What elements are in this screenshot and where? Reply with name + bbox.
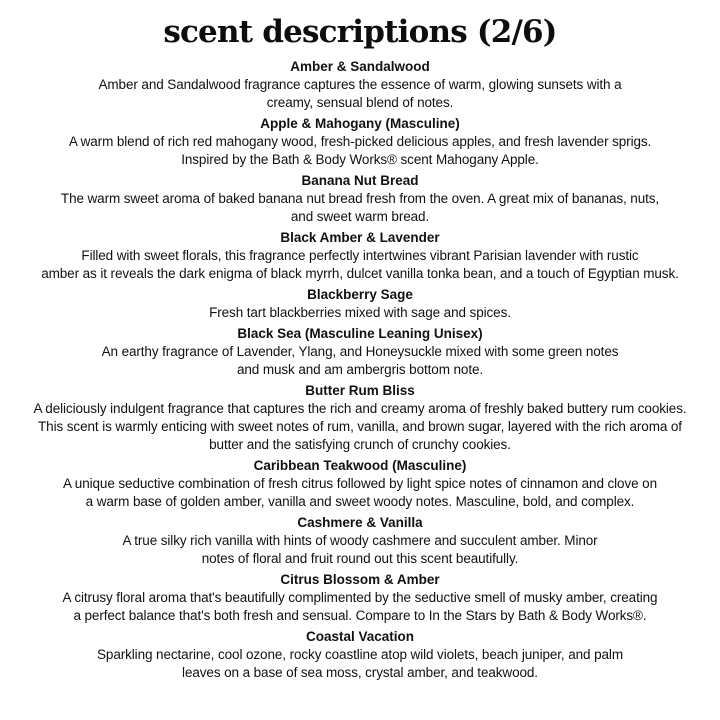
scent-name: Amber & Sandalwood <box>290 59 430 74</box>
scent-name: Apple & Mahogany (Masculine) <box>260 116 460 131</box>
scent-name: Black Sea (Masculine Leaning Unisex) <box>237 326 483 341</box>
scent-entry <box>0 115 720 169</box>
scent-name: Cashmere & Vanilla <box>297 515 423 530</box>
scent-entry <box>0 325 720 379</box>
scent-entry <box>0 58 720 112</box>
scent-name: Coastal Vacation <box>305 629 415 644</box>
scent-entry <box>0 286 720 322</box>
scent-description: A warm blend of rich red mahogany wood, fresh-picked delicious apples, and fresh lavender sprigs. Inspired by the Bath & Body Works® scent Mahogany Apple. <box>68 134 652 167</box>
scent-name: Citrus Blossom & Amber <box>280 572 440 587</box>
scent-description: A true silky rich vanilla with hints of woody cashmere and succulent amber. Minor notes of floral and fruit round out this scent beautifully. <box>122 533 598 566</box>
scent-entry <box>0 382 720 454</box>
scent-entry <box>0 229 720 283</box>
scent-description: Fresh tart blackberries mixed with sage and spices. <box>209 305 511 320</box>
scent-description: The warm sweet aroma of baked banana nut bread fresh from the oven. A great mix of bananas, nuts, and sweet warm bread. <box>60 191 660 224</box>
scent-description: Sparkling nectarine, cool ozone, rocky coastline atop wild violets, beach juniper, and palm leaves on a base of sea moss, crystal amber, and teakwood. <box>97 647 623 680</box>
scent-name: Caribbean Teakwood (Masculine) <box>253 458 467 473</box>
scent-description: A unique seductive combination of fresh citrus followed by light spice notes of cinnamon and clove on a warm base of golden amber, vanilla and sweet woody notes. Masculine, bold, and complex. <box>62 476 657 509</box>
scent-description: An earthy fragrance of Lavender, Ylang, and Honeysuckle mixed with some green notes and musk and am ambergris bottom note. <box>101 344 619 377</box>
scent-description: A citrusy floral aroma that's beautifully complimented by the seductive smell of musky amber, creating a perfect balance that's both fresh and sensual. Compare to In the Stars by Bath & Body Works®. <box>62 590 658 623</box>
scent-entry <box>0 172 720 226</box>
page-title: scent descriptions (2/6) <box>163 14 557 50</box>
scent-entry <box>0 514 720 568</box>
scent-description: Filled with sweet florals, this fragrance perfectly intertwines vibrant Parisian lavender with rustic amber as it reveals the dark enigma of black myrrh, dulcet vanilla tonka bean, and a touch of Egyptian musk. <box>41 248 679 281</box>
scent-description: A deliciously indulgent fragrance that captures the rich and creamy aroma of freshly baked buttery rum cookies. This scent is warmly enticing with sweet notes of rum, vanilla, and brown sugar, layered with the rich aroma of butter and the satisfying crunch of crunchy cookies. <box>33 401 687 452</box>
scent-entry <box>0 628 720 682</box>
scent-name: Banana Nut Bread <box>301 173 419 188</box>
scent-entry <box>0 571 720 625</box>
scent-name: Black Amber & Lavender <box>280 230 440 245</box>
scent-entry <box>0 457 720 511</box>
scent-name: Butter Rum Bliss <box>305 383 415 398</box>
scent-name: Blackberry Sage <box>307 287 413 302</box>
scent-description: Amber and Sandalwood fragrance captures the essence of warm, glowing sunsets with a creamy, sensual blend of notes. <box>98 77 622 110</box>
